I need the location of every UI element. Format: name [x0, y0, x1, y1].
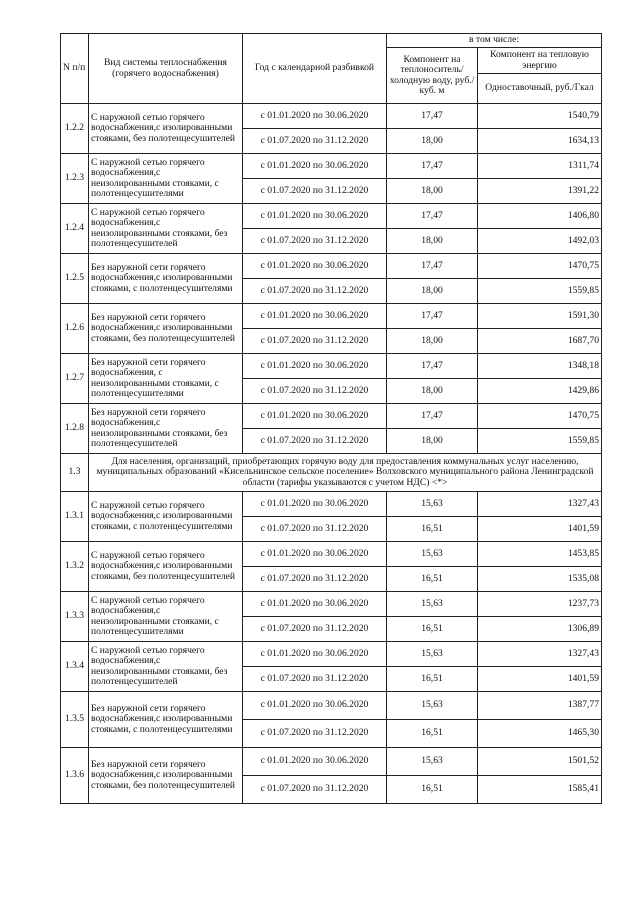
row-energy-component: 1311,74: [478, 154, 602, 179]
row-description: Без наружной сети горячего водоснабжения,с изолированными стояками, с полотенцесушителями: [89, 692, 243, 748]
section-title: Для населения, организаций, приобретающих горячую воду для предоставления коммунальных услуг населению, муниципальных образований «Кисельнинское сельское поселение» Волховского муниципального района Ленинградской области (тарифы указываются с учетом НДС) <*>: [89, 454, 602, 492]
row-water-component: 16,51: [387, 720, 478, 748]
row-water-component: 15,63: [387, 492, 478, 517]
header-single-rate: Одноставочный, руб./Гкал: [478, 74, 602, 104]
row-description: С наружной сетью горячего водоснабжения,с неизолированными стояками, с полотенцесушителями: [89, 154, 243, 204]
row-water-component: 15,63: [387, 642, 478, 667]
row-number: 1.2.6: [61, 304, 89, 354]
table-row: [61, 304, 602, 329]
row-energy-component: 1470,75: [478, 254, 602, 279]
row-number: 1.2.7: [61, 354, 89, 404]
row-water-component: 18,00: [387, 329, 478, 354]
row-water-component: 17,47: [387, 204, 478, 229]
section-number: 1.3: [61, 454, 89, 492]
row-number: 1.3.3: [61, 592, 89, 642]
row-number: 1.3.1: [61, 492, 89, 542]
row-description: С наружной сетью горячего водоснабжения,с неизолированными стояками, с полотенцесушителями: [89, 592, 243, 642]
row-description: С наружной сетью горячего водоснабжения,с изолированными стояками, без полотенцесушителей: [89, 542, 243, 592]
row-water-component: 16,51: [387, 517, 478, 542]
row-water-component: 18,00: [387, 379, 478, 404]
row-water-component: 17,47: [387, 254, 478, 279]
row-water-component: 18,00: [387, 179, 478, 204]
row-water-component: 17,47: [387, 154, 478, 179]
row-period: с 01.01.2020 по 30.06.2020: [243, 154, 387, 179]
row-description: С наружной сетью горячего водоснабжения,с изолированными стояками, без полотенцесушителей: [89, 104, 243, 154]
row-water-component: 18,00: [387, 429, 478, 454]
row-water-component: 16,51: [387, 667, 478, 692]
row-period: с 01.01.2020 по 30.06.2020: [243, 542, 387, 567]
row-number: 1.3.4: [61, 642, 89, 692]
row-description: Без наружной сети горячего водоснабжения,с изолированными стояками, с полотенцесушителями: [89, 254, 243, 304]
row-energy-component: 1559,85: [478, 279, 602, 304]
row-period: с 01.01.2020 по 30.06.2020: [243, 254, 387, 279]
row-period: с 01.01.2020 по 30.06.2020: [243, 104, 387, 129]
row-number: 1.3.6: [61, 748, 89, 804]
row-water-component: 16,51: [387, 567, 478, 592]
row-energy-component: 1237,73: [478, 592, 602, 617]
row-energy-component: 1391,22: [478, 179, 602, 204]
row-water-component: 17,47: [387, 404, 478, 429]
row-water-component: 15,63: [387, 748, 478, 776]
tariff-table: [60, 33, 602, 804]
table-row: [61, 404, 602, 429]
row-water-component: 16,51: [387, 776, 478, 804]
row-energy-component: 1465,30: [478, 720, 602, 748]
row-period: с 01.07.2020 по 31.12.2020: [243, 776, 387, 804]
row-water-component: 15,63: [387, 692, 478, 720]
table-row: [61, 748, 602, 776]
row-water-component: 16,51: [387, 617, 478, 642]
table-row: [61, 492, 602, 517]
row-period: с 01.01.2020 по 30.06.2020: [243, 354, 387, 379]
row-period: с 01.07.2020 по 31.12.2020: [243, 179, 387, 204]
row-energy-component: 1540,79: [478, 104, 602, 129]
row-number: 1.2.2: [61, 104, 89, 154]
row-energy-component: 1591,30: [478, 304, 602, 329]
row-water-component: 17,47: [387, 354, 478, 379]
row-water-component: 18,00: [387, 229, 478, 254]
row-period: с 01.07.2020 по 31.12.2020: [243, 667, 387, 692]
row-energy-component: 1401,59: [478, 667, 602, 692]
row-water-component: 17,47: [387, 104, 478, 129]
row-period: с 01.01.2020 по 30.06.2020: [243, 492, 387, 517]
table-row: [61, 354, 602, 379]
section-row: [61, 454, 602, 492]
header-including: в том числе:: [387, 34, 602, 48]
row-energy-component: 1492,03: [478, 229, 602, 254]
row-description: С наружной сетью горячего водоснабжения,с неизолированными стояками, без полотенцесушителей: [89, 204, 243, 254]
row-period: с 01.01.2020 по 30.06.2020: [243, 304, 387, 329]
header-period: Год с календарной разбивкой: [243, 34, 387, 104]
row-period: с 01.07.2020 по 31.12.2020: [243, 567, 387, 592]
row-description: Без наружной сети горячего водоснабжения,с изолированными стояками, без полотенцесушителей: [89, 748, 243, 804]
row-energy-component: 1535,08: [478, 567, 602, 592]
table-row: [61, 204, 602, 229]
row-energy-component: 1634,13: [478, 129, 602, 154]
row-period: с 01.07.2020 по 31.12.2020: [243, 429, 387, 454]
table-row: [61, 254, 602, 279]
table-row: [61, 104, 602, 129]
table-row: [61, 692, 602, 720]
row-energy-component: 1429,86: [478, 379, 602, 404]
row-number: 1.2.3: [61, 154, 89, 204]
row-number: 1.3.5: [61, 692, 89, 748]
header-component-energy: Компонент на тепловую энергию: [478, 48, 602, 74]
row-water-component: 15,63: [387, 542, 478, 567]
row-period: с 01.01.2020 по 30.06.2020: [243, 692, 387, 720]
row-energy-component: 1327,43: [478, 492, 602, 517]
row-water-component: 15,63: [387, 592, 478, 617]
row-description: С наружной сетью горячего водоснабжения,с изолированными стояками, с полотенцесушителями: [89, 492, 243, 542]
row-period: с 01.07.2020 по 31.12.2020: [243, 229, 387, 254]
row-energy-component: 1687,70: [478, 329, 602, 354]
row-period: с 01.01.2020 по 30.06.2020: [243, 748, 387, 776]
header-num: N п/п: [61, 34, 89, 104]
table-row: [61, 542, 602, 567]
row-period: с 01.07.2020 по 31.12.2020: [243, 517, 387, 542]
row-period: с 01.01.2020 по 30.06.2020: [243, 404, 387, 429]
row-energy-component: 1406,80: [478, 204, 602, 229]
row-energy-component: 1327,43: [478, 642, 602, 667]
row-energy-component: 1585,41: [478, 776, 602, 804]
row-description: Без наружной сети горячего водоснабжения,с изолированными стояками, без полотенцесушителей: [89, 304, 243, 354]
table-row: [61, 642, 602, 667]
row-period: с 01.01.2020 по 30.06.2020: [243, 204, 387, 229]
row-description: Без наружной сети горячего водоснабжения, с неизолированными стояками, с полотенцесушителями: [89, 354, 243, 404]
row-number: 1.2.4: [61, 204, 89, 254]
row-energy-component: 1387,77: [478, 692, 602, 720]
row-water-component: 18,00: [387, 279, 478, 304]
row-period: с 01.07.2020 по 31.12.2020: [243, 129, 387, 154]
row-energy-component: 1453,85: [478, 542, 602, 567]
row-energy-component: 1501,52: [478, 748, 602, 776]
row-description: Без наружной сети горячего водоснабжения,с неизолированными стояками, без полотенцесушителей: [89, 404, 243, 454]
row-period: с 01.07.2020 по 31.12.2020: [243, 379, 387, 404]
header-system: Вид системы теплоснабжения (горячего водоснабжения): [89, 34, 243, 104]
row-period: с 01.07.2020 по 31.12.2020: [243, 720, 387, 748]
row-energy-component: 1470,75: [478, 404, 602, 429]
row-number: 1.2.5: [61, 254, 89, 304]
row-water-component: 18,00: [387, 129, 478, 154]
row-period: с 01.01.2020 по 30.06.2020: [243, 642, 387, 667]
row-number: 1.2.8: [61, 404, 89, 454]
row-energy-component: 1559,85: [478, 429, 602, 454]
header-component-water: Компонент на теплоноситель/холодную воду, руб./куб. м: [387, 48, 478, 104]
row-period: с 01.07.2020 по 31.12.2020: [243, 279, 387, 304]
row-description: С наружной сетью горячего водоснабжения,с неизолированными стояками, без полотенцесушителей: [89, 642, 243, 692]
row-water-component: 17,47: [387, 304, 478, 329]
row-energy-component: 1401,59: [478, 517, 602, 542]
row-number: 1.3.2: [61, 542, 89, 592]
row-period: с 01.07.2020 по 31.12.2020: [243, 617, 387, 642]
row-energy-component: 1348,18: [478, 354, 602, 379]
row-period: с 01.07.2020 по 31.12.2020: [243, 329, 387, 354]
row-energy-component: 1306,89: [478, 617, 602, 642]
table-row: [61, 592, 602, 617]
row-period: с 01.01.2020 по 30.06.2020: [243, 592, 387, 617]
table-row: [61, 154, 602, 179]
